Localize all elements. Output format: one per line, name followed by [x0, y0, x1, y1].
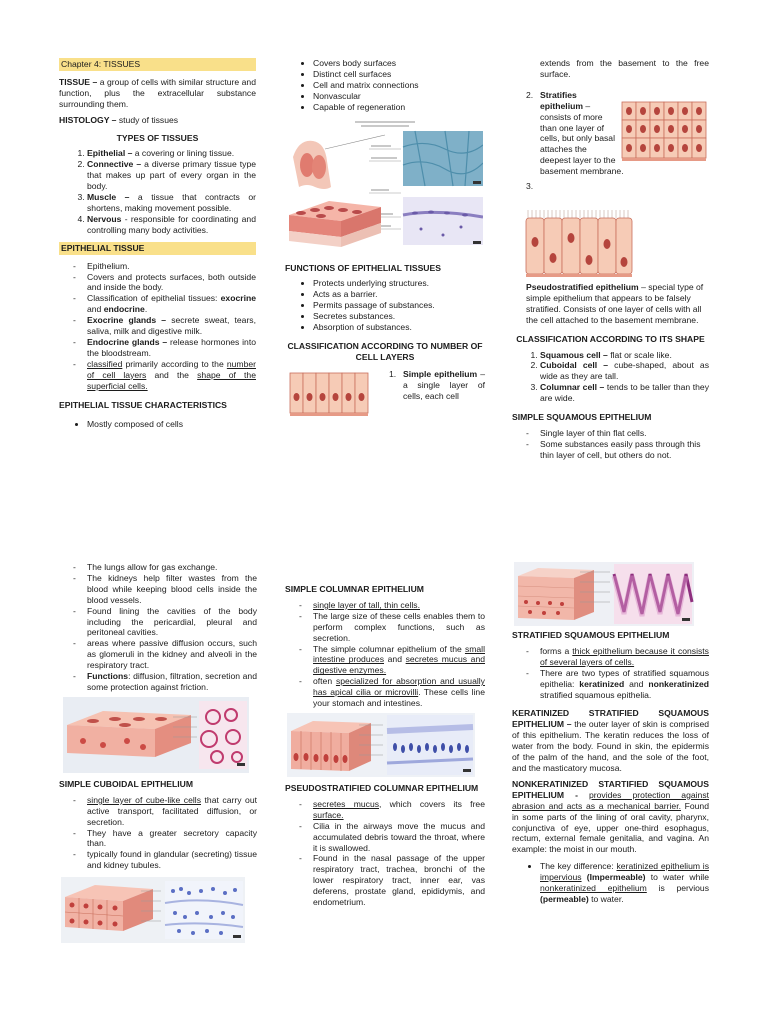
simple-squamous-figure	[63, 697, 249, 773]
simple-cuboidal-heading: SIMPLE CUBOIDAL EPITHELIUM	[59, 778, 194, 789]
stratified-item	[512, 90, 709, 177]
list-item: - areas where passive diffusion occurs, such as glomeruli in the kidney and alveoli in the respiratory tract.	[87, 638, 257, 671]
list-item: - classified primarily according to the number of cell layers and the shape of the superficial cells.	[87, 359, 256, 392]
functions-list	[285, 278, 485, 333]
list-item: 2. Cuboidal cell – cube-shaped, about as wide as they are tall.	[540, 360, 709, 382]
list-item: • Distinct cell surfaces	[313, 69, 485, 80]
list-item: • Acts as a barrier.	[313, 289, 485, 300]
simple-squamous-list	[512, 428, 709, 461]
list-item: - typically found in glandular (secreting) tissue and kidney tubules.	[87, 849, 257, 871]
list-item: - Found lining the cavities of the body including the pericardial, pleural and peritoneal cavities.	[87, 606, 257, 639]
pseudostratified-item	[512, 181, 709, 326]
list-item: - Functions: diffusion, filtration, secretion and some protection against friction.	[87, 671, 257, 693]
epithelial-list	[59, 261, 256, 392]
cell-layers-heading: CLASSIFICATION ACCORDING TO NUMBER OF CELL LAYERS	[287, 340, 483, 362]
types-heading: TYPES OF TISSUES	[116, 132, 199, 143]
simple-columnar-list	[285, 600, 485, 709]
simple-columnar-heading: SIMPLE COLUMNAR EPITHELIUM	[285, 584, 424, 594]
list-item: - The simple columnar epithelium of the small intestine produces and secretes mucus and digestive enzymes.	[313, 644, 485, 677]
list-item: 3. Muscle – a tissue that contracts or shortens, making movement possible.	[87, 192, 256, 214]
epithelial-heading: EPITHELIAL TISSUE	[59, 242, 256, 255]
simple-epithelium-figure	[287, 369, 379, 421]
pseudostratified-text: Pseudostratified epithelium – special type of simple epithelium that appears to be falsely stratified. Consists of one layer of cells with all the cell attached to the basement membrane.	[526, 281, 704, 325]
column-5	[285, 577, 485, 912]
list-item: • Permits passage of substances.	[313, 300, 485, 311]
list-item: • Capable of regeneration	[313, 102, 485, 113]
simple-squamous-heading: SIMPLE SQUAMOUS EPITHELIUM	[512, 412, 652, 423]
list-item: - forms a thick epithelium because it consists of several layers of cells.	[540, 646, 709, 668]
pseudostratified-columnar-heading: PSEUDOSTRATIFIED COLUMNAR EPITHELIUM	[285, 782, 479, 793]
stratified-squamous-heading: STRATIFIED SQUAMOUS EPITHELIUM	[512, 630, 670, 640]
list-item: - The lungs allow for gas exchange.	[87, 562, 257, 573]
list-item: 1. Squamous cell – flat or scale like.	[540, 350, 709, 361]
list-item: 2. Connective – a diverse primary tissue type that makes up part of every organ in the body.	[87, 159, 256, 192]
functions-heading: FUNCTIONS OF EPITHELIAL TISSUES	[285, 262, 441, 273]
list-item: - Classification of epithelial tissues: exocrine and endocrine.	[87, 293, 256, 315]
list-item: - Epithelium.	[87, 261, 256, 272]
simple-cuboidal-list	[59, 795, 257, 871]
characteristics-list-cont	[285, 58, 485, 113]
list-number: 1.	[389, 368, 397, 379]
epithelium-overview-figure	[285, 117, 483, 257]
shape-heading: CLASSIFICATION ACCORDING TO ITS SHAPE	[516, 333, 705, 344]
list-item: • Nonvascular	[313, 91, 485, 102]
column-2	[285, 58, 485, 402]
column-1	[59, 58, 256, 434]
list-item: - There are two types of stratified squamous epithelia: keratinized and nonkeratinized stratified squamous epithelia.	[540, 668, 709, 701]
list-item: • Cell and matrix connections	[313, 80, 485, 91]
list-item: - Found in the nasal passage of the upper respiratory tract, trachea, bronchi of the lower respiratory tract, inner ear, vas deferens, prostate gland, epididymis, and endometrium.	[313, 853, 485, 908]
key-difference-list	[512, 861, 709, 905]
list-item: - They have a greater secretory capacity than.	[87, 828, 257, 850]
simple-columnar-figure	[287, 713, 475, 777]
list-item: 3. Columnar cell – tends to be taller than they are wide.	[540, 382, 709, 404]
list-number: 3.	[526, 181, 534, 192]
list-item: • Covers body surfaces	[313, 58, 485, 69]
simple-cuboidal-figure	[61, 877, 245, 943]
types-list	[59, 148, 256, 235]
nonkeratinized-paragraph: NONKERATINIZED STARTIFIED SQUAMOUS EPITHELIUM - provides protection against abrasion and acts as a mechanical barrier. Found in some parts of the lining of oral cavity, pharynx, conjunctiva of eye, upper one-third esophagus, rectum, external female genitalia, and vagina. An example: the moist in our mouth.	[512, 778, 710, 855]
list-item: - single layer of tall, thin cells.	[313, 600, 485, 611]
characteristics-list	[59, 419, 256, 430]
shape-list	[512, 350, 709, 405]
keratinized-paragraph: KERATINIZED STRATIFIED SQUAMOUS EPITHELIUM – the outer layer of skin is comprised of this epithelium. The keratin reduces the loss of water from the body. Found in skin, the epidermis of the palm of the hand, and the sole of the foot, and the masticatory mucosa.	[512, 708, 710, 773]
simple-epithelium-text: Simple epithelium – a single layer of cells, each cell	[403, 368, 485, 401]
column-4	[59, 562, 257, 943]
stratified-epithelium-figure	[621, 100, 709, 164]
list-item: 4. Nervous - responsible for coordinating and controlling many body activities.	[87, 214, 256, 236]
simple-squamous-list-cont	[59, 562, 257, 693]
stratified-squamous-list	[512, 646, 709, 701]
list-item: - often specialized for absorption and usually has apical cilia or microvilli. These cells line your stomach and intestines.	[313, 676, 485, 709]
list-item: - Some substances easily pass through this thin layer of cell, but others do not.	[540, 439, 709, 461]
pseudostratified-columnar-list	[285, 799, 485, 908]
chapter-title: Chapter 4: TISSUES	[59, 58, 256, 71]
simple-epithelium-block	[285, 369, 485, 402]
characteristics-heading: EPITHELIAL TISSUE CHARACTERISTICS	[59, 400, 227, 411]
simple-epithelium-cont: extends from the basement to the free surface.	[540, 58, 709, 79]
list-item: - secretes mucus, which covers its free surface.	[313, 799, 485, 821]
column-6	[512, 562, 709, 909]
pseudostratified-figure	[524, 208, 636, 282]
list-item: 1. Epithelial – a covering or lining tissue.	[87, 148, 256, 159]
stratified-text: Stratifies epithelium – consists of more than one layer of cells, but only basal attaches the deepest layer to the basement membrane.	[540, 89, 624, 177]
list-item: - Cilia in the airways move the mucus and accumulated debris toward the throat, where it is swallowed.	[313, 821, 485, 854]
list-item: • The key difference: keratinized epithelium is impervious (Impermeable) to water while nonkeratinized epithelium is pervious (permeable) to water.	[540, 861, 709, 905]
column-3	[512, 58, 709, 465]
list-item: - Covers and protects surfaces, both outside and inside the body.	[87, 272, 256, 294]
list-item: - Exocrine glands – secrete sweat, tears, saliva, milk and digestive milk.	[87, 315, 256, 337]
list-item: • Protects underlying structures.	[313, 278, 485, 289]
list-item: - The large size of these cells enables them to perform complex functions, such as secretion.	[313, 611, 485, 644]
list-item: • Mostly composed of cells	[87, 419, 256, 430]
list-item: • Secretes substances.	[313, 311, 485, 322]
histology-definition: HISTOLOGY – study of tissues	[59, 114, 179, 125]
tissue-definition: TISSUE – a group of cells with similar structure and function, plus the extracellular substance surrounding them.	[59, 76, 256, 109]
stratified-squamous-figure	[514, 562, 694, 626]
list-number: 2.	[526, 89, 534, 100]
list-item: - single layer of cube-like cells that carry out active transport, facilitated diffusion, or secretion.	[87, 795, 257, 828]
list-item: - Single layer of thin flat cells.	[540, 428, 709, 439]
list-item: - Endocrine glands – release hormones into the bloodstream.	[87, 337, 256, 359]
list-item: - The kidneys help filter wastes from the blood while keeping blood cells inside the blood vessels.	[87, 573, 257, 606]
list-item: • Absorption of substances.	[313, 322, 485, 333]
